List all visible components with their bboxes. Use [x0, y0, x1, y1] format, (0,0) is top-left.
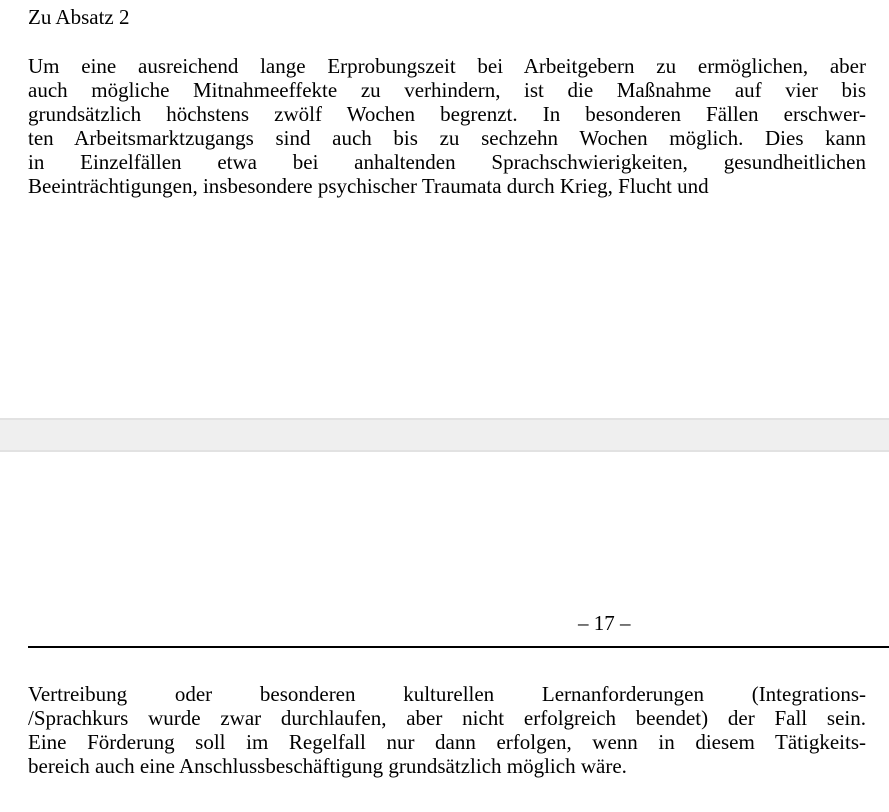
paragraph-line: grundsätzlich höchstens zwölf Wochen begrenzt. In besonderen Fällen erschwer-: [28, 102, 866, 126]
document-page-lower: [0, 452, 889, 812]
page-separator: [0, 418, 889, 452]
paragraph-line: bereich auch eine Anschlussbeschäftigung grundsätzlich möglich wäre.: [28, 754, 627, 778]
paragraph-line: Um eine ausreichend lange Erprobungszeit bei Arbeitgebern zu ermöglichen, aber: [28, 54, 866, 78]
body-paragraph-2: [28, 682, 866, 778]
paragraph-line: Eine Förderung soll im Regelfall nur dann erfolgen, wenn in diesem Tätigkeits-: [28, 730, 866, 754]
paragraph-line: auch mögliche Mitnahmeeffekte zu verhindern, ist die Maßnahme auf vier bis: [28, 78, 866, 102]
paragraph-line: in Einzelfällen etwa bei anhaltenden Sprachschwierigkeiten, gesundheitlichen: [28, 150, 866, 174]
page-number: – 17 –: [578, 611, 631, 635]
paragraph-line: Vertreibung oder besonderen kulturellen Lernanforderungen (Integrations-: [28, 682, 866, 706]
paragraph-line: Beeinträchtigungen, insbesondere psychischer Traumata durch Krieg, Flucht und: [28, 174, 709, 198]
header-rule: [28, 646, 889, 648]
paragraph-line: /Sprachkurs wurde zwar durchlaufen, aber nicht erfolgreich beendet) der Fall sein.: [28, 706, 866, 730]
paragraph-line: ten Arbeitsmarktzugangs sind auch bis zu sechzehn Wochen möglich. Dies kann: [28, 126, 866, 150]
body-paragraph-1: [28, 54, 866, 198]
section-heading: Zu Absatz 2: [28, 5, 130, 29]
